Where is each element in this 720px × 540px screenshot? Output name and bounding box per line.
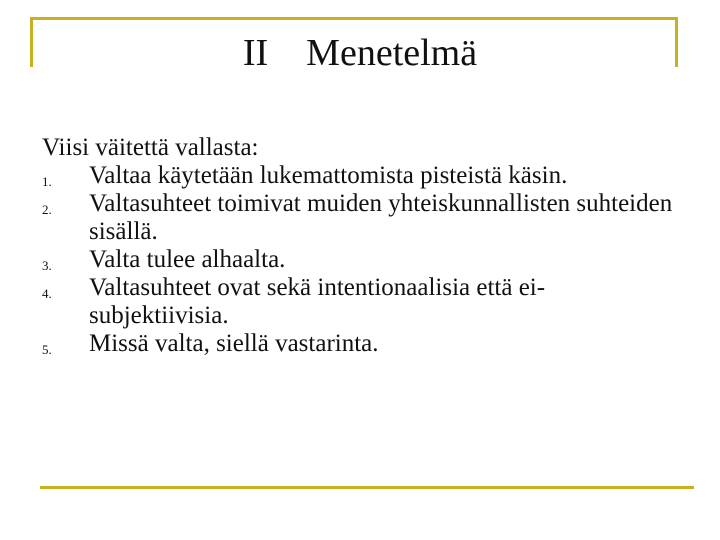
intro-text: Viisi väitettä vallasta: xyxy=(42,134,259,161)
list-item-number: 4. xyxy=(42,286,52,301)
slide-title: II Menetelmä xyxy=(242,32,478,74)
list-item-number: 1. xyxy=(42,174,52,189)
list-item-text: Valtaa käytetään lukemattomista pisteistä käsin. xyxy=(89,162,568,189)
claims-list xyxy=(42,162,682,358)
list-item xyxy=(42,162,682,190)
frame-bottom-line xyxy=(40,486,694,489)
list-item xyxy=(42,190,682,246)
list-item-number: 3. xyxy=(42,258,52,273)
list-item-text: Missä valta, siellä vastarinta. xyxy=(89,330,379,357)
list-item xyxy=(42,246,682,274)
list-item xyxy=(42,274,682,330)
list-item-text: Valtasuhteet ovat sekä intentionaalisia että ei-subjektiivisia. xyxy=(89,274,546,329)
slide-content xyxy=(42,134,682,358)
list-item-number: 2. xyxy=(42,202,52,217)
list-item-number: 5. xyxy=(42,342,52,357)
list-item xyxy=(42,330,682,358)
list-item-text: Valtasuhteet toimivat muiden yhteiskunnallisten suhteiden sisällä. xyxy=(89,190,673,245)
list-item-text: Valta tulee alhaalta. xyxy=(89,246,286,273)
frame-top-line xyxy=(30,17,678,20)
